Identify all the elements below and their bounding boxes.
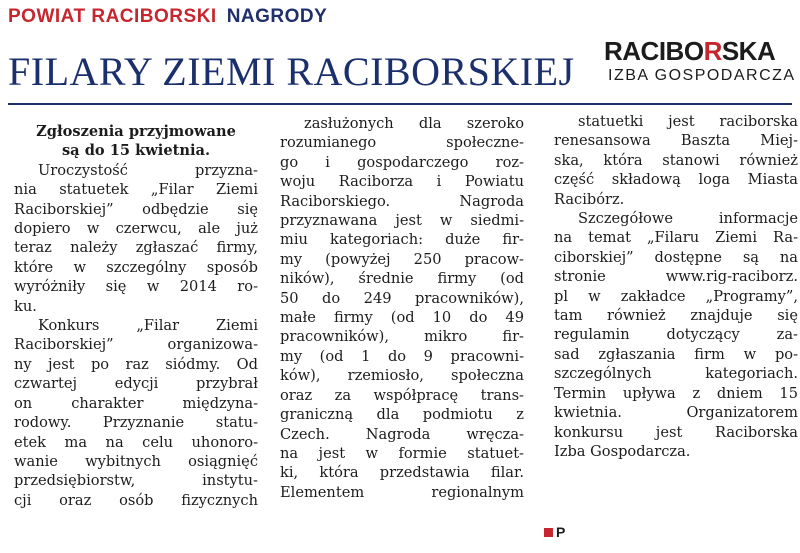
text-line: cji oraz osób fizycznych (14, 491, 258, 509)
text-line: teraz należy zgłaszać firmy, (14, 239, 258, 257)
text-line: my (od 1 do 9 pracowni- (280, 347, 524, 365)
text-line: Uroczystość przyzna- (38, 161, 258, 179)
lead-line: są do 15 kwietnia. (61, 142, 211, 160)
text-line: Termin upływa z dniem 15 (554, 384, 798, 402)
article-headline: FILARY ZIEMI RACIBORSKIEJ (8, 49, 575, 94)
text-line: ku. (14, 297, 37, 315)
section-label: POWIAT RACIBORSKI (8, 6, 217, 27)
text-line: Racibórz. (554, 190, 625, 208)
text-line: graniczną dla podmiotu z (280, 406, 524, 424)
text-line: tam również znajduje się (554, 307, 798, 325)
section-kicker (8, 6, 327, 28)
text-line: wyróżniły się w 2014 ro- (14, 278, 258, 296)
text-line: szczególnych kategoriach. (554, 365, 798, 383)
header-rule (8, 103, 792, 105)
text-line: Raciborskiego. Nagroda (280, 192, 524, 210)
text-line: Konkurs „Filar Ziemi (38, 317, 258, 335)
text-line: przyznawana jest w siedmi- (280, 212, 524, 230)
article-column-3 (554, 112, 798, 461)
end-square-icon (544, 528, 553, 537)
text-line: Raciborskiej” odbędzie się (14, 200, 258, 218)
text-line: małe firmy (od 10 do 49 (280, 309, 524, 327)
text-line: zasłużonych dla szeroko (304, 115, 524, 132)
logo-brand (604, 36, 794, 66)
text-line: część składową loga Miasta (554, 171, 798, 189)
text-line: Raciborskiej” organizowa- (14, 336, 258, 354)
text-line: przedsiębiorstw, instytu- (14, 472, 258, 490)
text-line: statuetki jest raciborska (578, 113, 798, 130)
text-line: ny jest po raz siódmy. Od (14, 355, 258, 373)
text-line: wanie wybitnych osiągnięć (14, 452, 258, 470)
text-line: pracowników), mikro fir- (280, 328, 524, 346)
text-line: na jest w formie statuet- (280, 444, 524, 462)
text-line: konkursu jest Raciborska (554, 423, 798, 441)
author-signature: P (556, 524, 566, 540)
text-line: ki, która przedstawia filar. (280, 464, 524, 482)
text-line: czwartej edycji przybrał (14, 375, 258, 393)
article-body (14, 112, 800, 553)
text-line: regulamin dotyczący za- (554, 326, 798, 344)
lead-line: Zgłoszenia przyjmowane (36, 123, 236, 140)
category-tag: NAGRODY (226, 6, 328, 27)
text-line: 50 do 249 pracowników), (280, 289, 524, 307)
article-end-mark (544, 524, 565, 540)
text-line: nia statuetek „Filar Ziemi (14, 181, 258, 199)
text-line: my (powyżej 250 pracow- (280, 250, 524, 268)
text-line: go i gospodarczego roz- (280, 153, 524, 171)
text-line: on charakter międzyna- (14, 394, 258, 412)
text-line: etek ma na celu uhonoro- (14, 433, 258, 451)
chamber-logo (604, 36, 794, 96)
text-line: ska, która stanowi również (554, 151, 798, 169)
logo-brand-start: RACIBO (604, 36, 704, 66)
text-line: kwietnia. Organizatorem (554, 404, 798, 422)
text-line: rodowy. Przyznanie statu- (14, 414, 258, 432)
text-line: oraz za współpracę trans- (280, 386, 524, 404)
text-line: na temat „Filaru Ziemi Ra- (554, 229, 798, 247)
text-line: miu kategoriach: duże fir- (280, 231, 524, 249)
text-line: renesansowa Baszta Miej- (554, 132, 798, 150)
text-line: Czech. Nagroda wręcza- (280, 425, 524, 443)
text-line: woju Raciborza i Powiatu (280, 173, 524, 191)
text-line: stronie www.rig-raciborz. (554, 268, 798, 286)
text-line: sad zgłaszania firm w po- (554, 345, 798, 363)
logo-brand-accent: R (703, 36, 722, 66)
logo-brand-end: SKA (721, 36, 776, 66)
text-line: Szczegółowe informacje (578, 210, 798, 228)
text-line: ków), rzemiosło, społeczna (280, 367, 524, 385)
text-line: ciborskiej” dostępne są na (554, 248, 798, 266)
text-line: pl w zakładce „Programy”, (554, 287, 798, 305)
text-line: Elementem regionalnym (280, 483, 524, 501)
text-line: ników), średnie firmy (od (280, 270, 524, 288)
text-line: Izba Gospodarcza. (554, 442, 691, 460)
text-line: które w szczególny sposób (14, 258, 258, 276)
text-line: rozumianego społeczne- (280, 134, 524, 152)
logo-subtitle: IZBA GOSPODARCZA (608, 67, 796, 84)
text-line: dopiero w czerwcu, ale już (14, 220, 258, 238)
article-column-2 (280, 114, 524, 502)
article-column-1 (14, 122, 258, 510)
